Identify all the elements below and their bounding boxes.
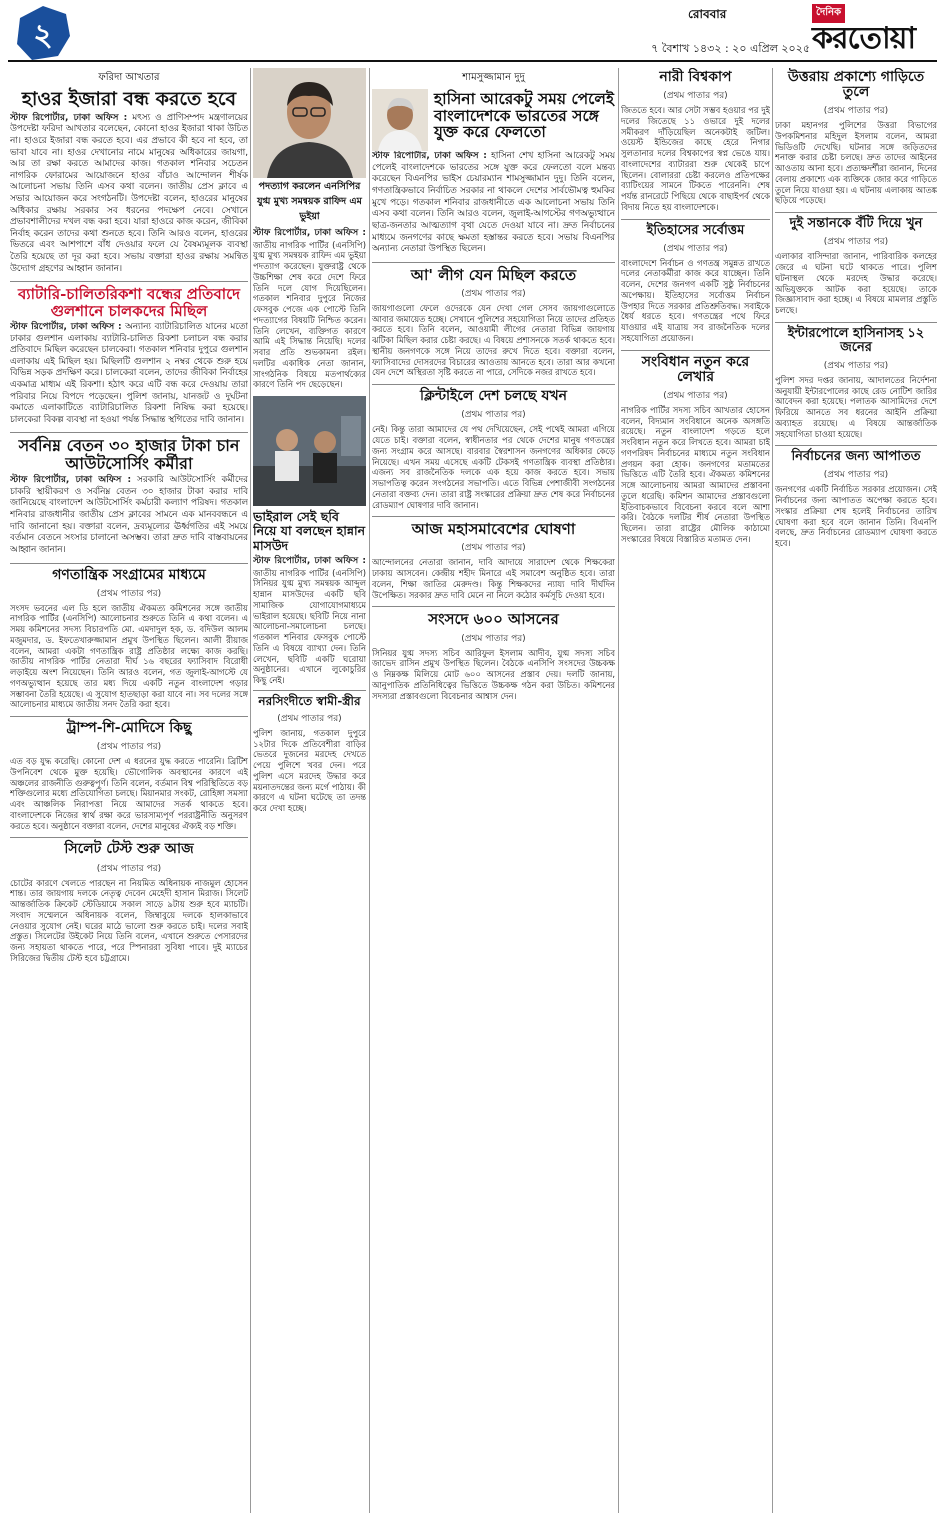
story-headline[interactable]: ইন্টারপোলে হাসিনাসহ ১২ জনের <box>787 325 925 355</box>
story-headline[interactable]: ক্লিন্টাইলে দেশ চলছে যখন <box>419 388 568 405</box>
column-3 <box>372 68 615 1513</box>
story-trump-xi-modi <box>10 721 248 831</box>
continued-label: (প্রথম পাতার পর) <box>461 543 526 554</box>
story-separator <box>621 350 770 351</box>
story-body: মৎস্য ও প্রাণিসম্পদ মন্ত্রণালয়ের উপদেষ্টা ফরিদা আখতার বলেছেন, কোনো হাওর ইজারা থাকা উচিত না। হাওরে ইজারা বন্ধ করতে হবে। এর প্রভাবে কী হবে না হবে, তা ভাবা যাবে না। হাওর দেখানোর নামে মানুষের অধিকারের জায়গা, আর তা রক্ষা করতে আমাদের কাজ। গতকাল শনিবার সচেতন নাগরিক ফোরামের আয়োজনে হাওর বাঁচাও আন্দোলন শীর্ষক আলোচনা সভায় তিনি এসব কথা বলেন। জাতীয় প্রেস ক্লাবে এ সভার আয়োজন করে সংগঠনটি। উপদেষ্টা বলেন, হাওরের মানুষের অধিকার রক্ষায় সরকার সব ধরনের পদক্ষেপ নেবে। সেখানে প্রভাবশালীদের দখল বন্ধ করা হবে। যারা হাওরে কাজ করেন, জীবিকা নির্বাহ করেন তাদের কথা শুনতে হবে। তিনি আরও বলেন, হাওরের ভিতরে এবং আশপাশে বাঁধ দেওয়ার ফলে যে বৈষম্যমূলক ব্যবস্থা তৈরি হয়েছে তা দূর করা হবে। সভায় বক্তারা হাওর রক্ষায় সমন্বিত উদ্যোগ গ্রহণের আহ্বান জানান। <box>10 112 248 274</box>
story-separator <box>775 212 937 213</box>
column-divider <box>250 68 251 1513</box>
continued-label: (প্রথম পাতার পর) <box>277 713 342 724</box>
story-separator <box>10 716 248 717</box>
story-headline[interactable]: ভাইরাল সেই ছবি নিয়ে যা বলছেন হান্নান মাসউদ <box>253 509 366 553</box>
story-separator <box>10 281 248 282</box>
continued-label: (প্রথম পাতার পর) <box>461 410 526 421</box>
page-number: ২ <box>33 18 53 53</box>
story-headline[interactable]: ব্যাটারি-চালিতরিকশা বন্ধের প্রতিবাদে গুলশানে চালকদের মিছিল <box>17 285 241 320</box>
masthead <box>0 0 945 66</box>
speaker-photo <box>372 89 428 151</box>
continued-label: (প্রথম পাতার পর) <box>663 243 728 254</box>
story-source: স্টাফ রিপোর্টার, ঢাকা অফিস : <box>10 474 132 485</box>
story-headline[interactable]: ট্রাম্প-শি-মোদিসে কিছু <box>66 720 192 737</box>
continued-label: (প্রথম পাতার পর) <box>96 863 162 874</box>
story-byline: শামসুজ্জামান দুদু <box>462 72 525 83</box>
logo-prefix: দৈনিক <box>812 4 845 23</box>
story-separator <box>372 262 615 263</box>
portrait-photo <box>253 68 366 178</box>
story-source: স্টাফ রিপোর্টার, ঢাকা অফিস : <box>10 321 122 332</box>
story-body: এত বড় যুদ্ধ করেছি। কোনো দেশ এ ধরনের যুদ্ধ করতে পারেনি। ব্রিটিশ উপনিবেশ থেকে মুক্ত হয়েছি। ভৌগোলিক অবস্থানের কারণে এই অঞ্চলের রাজনীতি গুরুত্বপূর্ণ। তিনি বলেন, বর্তমান বিশ্ব পরিস্থিতিতে বড় শক্তিগুলোর মধ্যে প্রতিযোগিতা চলছে। মিয়ানমার সংকট, রোহিঙ্গা সমস্যা এবং আঞ্চলিক নিরাপত্তা নিয়ে আমাদের সতর্ক থাকতে হবে। বাংলাদেশকে নিজের স্বার্থ রক্ষা করে ভারসাম্যপূর্ণ পররাষ্ট্রনীতি অনুসরণ করতে হবে। অনুষ্ঠানে বক্তারা বলেন, দেশের মানুষের ঐক্যই বড় শক্তি। <box>10 756 248 831</box>
story-awami-league-rally <box>372 267 615 378</box>
story-body: অন্যান্য ব্যাটারিচালিত যানের মতো ঢাকার গুলশান এলাকায় ব্যাটারি-চালিত রিকশা চলাচল বন্ধ করার প্রতিবাদে মিছিল করেছেন চালকেরা। গতকাল শনিবার দুপুরে গুলশান এলাকায় এই মিছিল হয়। মিছিলটি গুলশান ২ নম্বর থেকে শুরু হয়ে বিভিন্ন সড়ক প্রদক্ষিণ করে। চালকেরা বলেন, তাদের জীবিকা নির্বাহের একমাত্র মাধ্যম এই রিকশা। হঠাৎ করে এটি বন্ধ করে দেওয়ায় তারা পরিবার নিয়ে বিপদে পড়েছেন। পুলিশ জানায়, যানজট ও দুর্ঘটনা কমাতে এলাকাটিতে ব্যাটারিচালিত রিকশা নিষিদ্ধ করা হয়েছে। চালকেরা বিকল্প ব্যবস্থা না হওয়া পর্যন্ত সিদ্ধান্ত স্থগিতের দাবি জানান। <box>10 321 248 425</box>
story-headline[interactable]: আজ মহাসমাবেশের ঘোষণা <box>411 520 576 539</box>
story-headline[interactable]: সিলেট টেস্ট শুরু আজ <box>64 841 194 858</box>
story-body: বাংলাদেশে নির্বাচন ও গণতন্ত্র সমুন্নত রাখতে দলের নেতাকর্মীরা কাজ করে যাচ্ছেন। তিনি বলেন, দেশের জনগণ একটি সুষ্ঠু নির্বাচনের অপেক্ষায়। ইতিহাসের সর্বোত্তম নির্বাচন উপহার দিতে সরকার প্রতিশ্রুতিবদ্ধ। সবাইকে ধৈর্য ধরতে হবে। গণতন্ত্রের পথে ফিরে যাওয়ার এই যাত্রায় সব রাজনৈতিক দলের সহযোগিতা প্রয়োজন। <box>621 257 770 343</box>
story-headline[interactable]: নারী বিশ্বকাপ <box>659 69 732 85</box>
story-body: এলাকার বাসিন্দারা জানান, পারিবারিক কলহের জেরে এ ঘটনা ঘটে থাকতে পারে। পুলিশ ঘটনাস্থল থেকে মরদেহ উদ্ধার করেছে। অভিযুক্তকে আটক করা হয়েছে। তাকে জিজ্ঞাসাবাদ করা হচ্ছে। এ বিষয়ে মামলার প্রস্তুতি চলছে। <box>775 251 937 315</box>
person-photo-icon <box>372 89 428 151</box>
person-photo-icon <box>253 68 366 178</box>
story-separator <box>10 837 248 838</box>
story-body: পুলিশ সদর দপ্তর জানায়, আদালতের নির্দেশনা অনুযায়ী ইন্টারপোলের কাছে রেড নোটিশ জারির আবেদন করা হয়েছে। পলাতক আসামিদের দেশে ফিরিয়ে আনতে সব ধরনের আইনি প্রক্রিয়া অব্যাহত রয়েছে। এ বিষয়ে আন্তর্জাতিক সহযোগিতা চাওয়া হয়েছে। <box>775 374 937 439</box>
story-headline[interactable]: সংবিধান নতুন করে লেখার <box>641 353 750 385</box>
continued-label: (প্রথম পাতার পর) <box>663 390 728 401</box>
story-separator <box>775 322 937 323</box>
story-body: নাগরিক পার্টির সদস্য সচিব আখতার হোসেন বলেন, বিদ্যমান সংবিধানে অনেক অসঙ্গতি রয়েছে। নতুন বাংলাদেশ গড়তে হলে সংবিধান নতুন করে লিখতে হবে। আমরা চাই গণপরিষদ নির্বাচনের মাধ্যমে নতুন সংবিধান প্রণয়ন করা হোক। জনগণের মতামতের ভিত্তিতে এটি তৈরি হবে। ঐকমত্য কমিশনের সঙ্গে আলোচনায় আমরা আমাদের প্রস্তাবনা তুলে ধরেছি। কমিশন আমাদের প্রস্তাবগুলো ইতিবাচকভাবে বিবেচনা করবে বলে আশা করি। বৈঠকে দলটির শীর্ষ নেতারা উপস্থিত ছিলেন। তারা রাষ্ট্রের মৌলিক কাঠামো সংস্কারের বিষয়ে বিস্তারিত মতামত দেন। <box>621 404 770 544</box>
masthead-rule <box>8 60 937 62</box>
continued-label: (প্রথম পাতার পর) <box>461 633 526 644</box>
event-photo <box>253 396 366 506</box>
story-body: জায়গাগুলো ফেলে ওদেরকে যেন দেখা গেল সেসব জায়গাগুলোতে আবার জমায়েত হচ্ছে। সেখানে পুলিশের সহযোগিতা নিয়ে তাদের প্রতিহত করতে হবে। তিনি বলেন, আওয়ামী লীগের নেতারা বিভিন্ন জায়গায় ঝটিকা মিছিল করার চেষ্টা করছে। এ বিষয়ে প্রশাসনকে সতর্ক থাকতে হবে। স্থানীয় জনগণকে সঙ্গে নিয়ে তাদের রুখে দিতে হবে। বক্তারা বলেন, ফ্যাসিবাদের দোসরদের বিচারের আওতায় আনতে হবে। তারা আর কখনো যেন দেশে অস্থিরতা সৃষ্টি করতে না পারে, সেদিকে নজর রাখতে হবে। <box>372 302 615 378</box>
story-headline[interactable]: সর্বনিম্ন বেতন ৩০ হাজার টাকা চান আউটসোর্সিং কর্মীরা <box>18 436 240 473</box>
story-headline[interactable]: নির্বাচনের জন্য আপাতত <box>791 449 921 465</box>
story-source: স্টাফ রিপোর্টার, ঢাকা অফিস : <box>253 556 366 567</box>
story-body: নেই। কিন্তু তারা আমাদের যে পথ দেখিয়েছেন, সেই পথেই আমরা এগিয়ে যেতে চাই। বক্তারা বলেন, স্বাধীনতার পর থেকে দেশের মানুষ গণতন্ত্রের জন্য সংগ্রাম করে আসছে। বারবার স্বৈরশাসন জনগণের অধিকার কেড়ে নিয়েছে। এখন সময় এসেছে একটি টেকসই গণতান্ত্রিক ব্যবস্থা প্রতিষ্ঠার। এজন্য সব রাজনৈতিক দলকে এক হয়ে কাজ করতে হবে। সভায় সভাপতিত্ব করেন সংগঠনের সভাপতি। এতে বিভিন্ন পেশাজীবী সংগঠনের নেতারা বক্তব্য দেন। তারা রাষ্ট্র সংস্কারের প্রক্রিয়া দ্রুত শেষ করে নির্বাচনের রোডম্যাপ ঘোষণার দাবি জানান। <box>372 424 615 510</box>
continued-label: (প্রথম পাতার পর) <box>96 742 162 753</box>
story-headline[interactable]: আ' লীগ যেন মিছিল করতে <box>410 265 577 284</box>
story-headline[interactable]: গণতান্ত্রিক সংগ্রামের মাধ্যমে <box>52 566 206 583</box>
column-2 <box>253 68 366 1513</box>
column-4 <box>621 68 770 1513</box>
story-grand-rally <box>372 521 615 600</box>
continued-label: (প্রথম পাতার পর) <box>461 288 526 299</box>
story-body: সংসদ ভবনের এল ডি হলে জাতীয় ঐকমত্য কমিশনের সঙ্গে জাতীয় নাগরিক পার্টির (এনসিপি) আলোচনার শুরুতে তিনি এ কথা বলেন। এ সময় কমিশনের সদস্য বিচারপতি মো. এমদাদুল হক, ড. বদিউল আলম মজুমদার, ড. ইফতেখারুজ্জামান প্রমুখ উপস্থিত ছিলেন। আলী রীয়াজ বলেন, আমরা একটা গণতান্ত্রিক রাষ্ট্র প্রতিষ্ঠার লক্ষ্যে কাজ করছি। জাতীয় নাগরিক পার্টির নেতারা দীর্ঘ ১৬ বছরের ফ্যাসিবাদ বিরোধী লড়াইয়ে অংশ নিয়েছেন। তিনি আরও বলেন, গত জুলাই-আগস্টে যে গণঅভ্যুত্থান হয়েছে তার মধ্য দিয়ে একটি নতুন বাংলাদেশ গড়ার সম্ভাবনা তৈরি হয়েছে। এ সুযোগ হাতছাড়া করা যাবে না। সব দলের সঙ্গে আলোচনার মাধ্যমে জাতীয় সনদ তৈরি করা হবে। <box>10 602 248 710</box>
continued-label: (প্রথম পাতার পর) <box>663 91 728 102</box>
column-divider <box>369 68 370 1513</box>
story-600-seats <box>372 611 615 701</box>
story-headline[interactable]: নরসিংদীতে স্বামী-স্ত্রীর <box>258 693 361 708</box>
story-body: পুলিশ জানায়, গতকাল দুপুরে ১২টার দিকে প্রতিবেশীরা বাড়ির ভেতরে দুজনের মরদেহ দেখতে পেয়ে পুলিশে খবর দেন। পরে পুলিশ এসে মরদেহ উদ্ধার করে ময়নাতদন্তের জন্য মর্গে পাঠায়। কী কারণে এ ঘটনা ঘটেছে তা তদন্ত করে দেখা হচ্ছে। <box>253 727 366 814</box>
story-headline[interactable]: দুই সন্তানকে বঁটি দিয়ে খুন <box>789 216 923 232</box>
story-byline: ফরিদা আখতার <box>98 72 160 83</box>
issue-date: ৭ বৈশাখ ১৪৩২ : ২০ এপ্রিল ২০২৫ <box>651 42 810 55</box>
story-headline[interactable]: হাওর ইজারা বন্ধ করতে হবে <box>21 88 237 110</box>
continued-label: (প্রথম পাতার পর) <box>823 106 889 117</box>
story-interpol <box>775 327 937 440</box>
story-constitution <box>621 355 770 545</box>
story-separator <box>10 563 248 564</box>
story-rickshaw <box>10 286 248 426</box>
story-headline[interactable]: উত্তরায় প্রকাশ্যে গাড়িতে তুলে <box>787 69 925 101</box>
page-number-badge <box>14 4 72 62</box>
continued-label: (প্রথম পাতার পর) <box>823 237 889 248</box>
story-uttara-abduction <box>775 70 937 206</box>
story-body: হাসিনা শেখ হাসিনা আরেকটু সময় পেলেই বাংলাদেশকে ভারতের সঙ্গে যুক্ত করে ফেলতো বলে মন্তব্য করেছেন বিএনপির ভাইস চেয়ারম্যান শামসুজ্জামান দুদু। তিনি বলেন, গণতান্ত্রিকভাবে নির্বাচিত সরকার না থাকলে দেশের সার্বভৌমত্ব হুমকির মুখে পড়ে। গতকাল শনিবার রাজধানীতে এক আলোচনা সভায় তিনি এসব কথা বলেন। তিনি আরও বলেন, জুলাই-আগস্টের গণঅভ্যুত্থানে ছাত্র-জনতার আত্মত্যাগ বৃথা যেতে দেওয়া যাবে না। দ্রুত নির্বাচনের মাধ্যমে জনগণের কাছে ক্ষমতা হস্তান্তর করতে হবে। সভায় বিএনপির অন্যান্য নেতারা উপস্থিত ছিলেন। <box>372 151 615 255</box>
story-body: আন্দোলনের নেতারা জানান, দাবি আদায়ে সারাদেশ থেকে শিক্ষকেরা ঢাকায় আসবেন। কেন্দ্রীয় শহীদ মিনারে এই সমাবেশ অনুষ্ঠিত হবে। তারা বলেন, শিক্ষা জাতির মেরুদণ্ড। কিন্তু শিক্ষকদের ন্যায্য দাবি দীর্ঘদিন উপেক্ষিত। সরকার দ্রুত দাবি মেনে না নিলে কঠোর কর্মসূচি দেওয়া হবে। <box>372 557 615 600</box>
story-source: স্টাফ রিপোর্টার, ঢাকা অফিস : <box>10 112 128 123</box>
story-separator <box>621 219 770 220</box>
story-headline[interactable]: ইতিহাসের সর্বোত্তম <box>646 222 745 238</box>
story-headline[interactable]: হাসিনা আরেকটু সময় পেলেই বাংলাদেশকে ভারতের সঙ্গে যুক্ত করে ফেলতো <box>434 89 614 142</box>
story-democratic-struggle <box>10 568 248 711</box>
story-body: সরকারি আউটসোর্সিং কর্মীদের চাকরি স্থায়ীকরণ ও সর্বনিম্ন বেতন ৩০ হাজার টাকা করার দাবি জানিয়েছে বাংলাদেশ আউটসোর্সিং কর্মচারী কল্যাণ পরিষদ। গতকাল শনিবার রাজধানীর জাতীয় প্রেস ক্লাবের সামনে এক মানববন্ধনে এ দাবি জানানো হয়। বক্তারা বলেন, দ্রব্যমূল্যের ঊর্ধ্বগতির এই সময়ে বর্তমান বেতনে সংসার চালানো অসম্ভব। তারা দ্রুত দাবি বাস্তবায়নের আহ্বান জানান। <box>10 474 248 555</box>
story-separator <box>775 445 937 446</box>
story-haor <box>10 70 248 275</box>
story-outsourcing <box>10 437 248 556</box>
story-separator <box>372 516 615 517</box>
column-divider <box>618 68 619 1513</box>
story-source: স্টাফ রিপোর্টার, ঢাকা অফিস : <box>253 228 366 238</box>
story-headline[interactable]: সংসদে ৬০০ আসনের <box>428 610 559 629</box>
story-election-wait <box>775 450 937 549</box>
story-country-running <box>372 389 615 510</box>
photo-caption[interactable]: পদত্যাগ করলেন এনসিপির যুগ্ম মুখ্য সমন্বয়ক রাফিদ এম ভুইয়া <box>257 181 362 222</box>
column-divider <box>772 68 773 1513</box>
story-hasina-india <box>372 70 615 256</box>
story-source: স্টাফ রিপোর্টার, ঢাকা অফিস : <box>372 151 487 161</box>
column-1 <box>10 68 248 1513</box>
column-5 <box>775 68 937 1513</box>
story-body: জনগণের একটি নির্বাচিত সরকার প্রয়োজন। সেই নির্বাচনের জন্য আপাতত অপেক্ষা করতে হবে। সংস্কার প্রক্রিয়া শেষ হলেই নির্বাচনের তারিখ ঘোষণা করা হবে বলে জানান তিনি। বিএনপি বলছে, দ্রুত নির্বাচনের রোডম্যাপ ঘোষণা করতে হবে। <box>775 484 937 549</box>
story-body: ঢাকা মহানগর পুলিশের উত্তরা বিভাগের উপকমিশনার মহিদুল ইসলাম বলেন, আমরা ভিডিওটি দেখেছি। ঘটনার সঙ্গে জড়িতদের শনাক্ত করার চেষ্টা চলছে। দ্রুত তাদের আইনের আওতায় আনা হবে। প্রত্যক্ষদর্শীরা জানান, দিনের বেলায় প্রকাশ্যে এক ব্যক্তিকে জোর করে গাড়িতে তুলে নিয়ে যাওয়া হয়। এ ঘটনায় এলাকায় আতঙ্ক ছড়িয়ে পড়েছে। <box>775 120 937 206</box>
story-body: জাতীয় নাগরিক পার্টির (এনসিপি) যুগ্ম মুখ্য সমন্বয়ক রাফিদ এম ভুইয়া পদত্যাগ করেছেন। যুক্তরাষ্ট্র থেকে উচ্চশিক্ষা শেষ করে দেশে ফিরে তিনি দলে যোগ দিয়েছিলেন। গতকাল শনিবার দুপুরে নিজের ফেসবুক পেজে এক পোস্টে তিনি পদত্যাগের বিষয়টি নিশ্চিত করেন। তিনি লেখেন, ব্যক্তিগত কারণে আমি এই সিদ্ধান্ত নিয়েছি। দলের সবার প্রতি শুভকামনা রইল। দলটির একাধিক নেতা জানান, সাংগঠনিক বিষয়ে মতপার্থক্যের কারণে তিনি পদ ছেড়েছেন। <box>253 239 366 390</box>
story-separator <box>372 384 615 385</box>
continued-label: (প্রথম পাতার পর) <box>823 470 889 481</box>
story-best-in-history <box>621 224 770 344</box>
story-body: জিততে হবে। আর সেটা সম্ভব হওয়ার পর দুই দলের জিতেছে ১১ ওভারে দুই দলের সমীকরণ দাঁড়িয়েছিল অনেকটাই জটিল। ওয়েস্ট ইন্ডিজের কাছে হেরে নিগার সুলতানার দলের বিশ্বকাপের স্বপ্ন ভেঙে যায়। বাংলাদেশের ব্যাটাররা শুরু থেকেই চাপে ছিলেন। বোলাররা চেষ্টা করলেও প্রতিপক্ষের ব্যাটিংয়ের সামনে টিকতে পারেননি। শেষ পর্যন্ত রানরেটে পিছিয়ে থেকে বাছাইপর্ব থেকে বিদায় নিতে হয় বাংলাদেশকে। <box>621 105 770 212</box>
story-separator <box>10 432 248 433</box>
group-photo-icon <box>253 396 366 506</box>
story-sylhet-test <box>10 842 248 963</box>
story-women-worldcup <box>621 70 770 213</box>
newspaper-logo <box>812 4 934 54</box>
story-body: চোটের কারণে খেলতে পারছেন না নিয়মিত অধিনায়ক নাজমুল হোসেন শান্ত। তার জায়গায় দলকে নেতৃত্ব দেবেন মেহেদী হাসান মিরাজ। সিলেট আন্তর্জাতিক ক্রিকেট স্টেডিয়ামে সকাল সাড়ে ৯টায় শুরু হবে ম্যাচটি। সংবাদ সম্মেলনে অধিনায়ক বলেন, জিম্বাবুয়ে দলকে হালকাভাবে নেওয়ার সুযোগ নেই। ঘরের মাঠে ভালো শুরু করতে চাই। দলের সবাই প্রস্তুত। সিলেটের উইকেট নিয়ে তিনি বলেন, এখানে শুরুতে পেসারদের জন্য সহায়তা থাকতে পারে, পরে স্পিনাররা সুবিধা পাবে। দুই ম্যাচের সিরিজের দ্বিতীয় টেস্ট হবে চট্টগ্রামে। <box>10 877 248 963</box>
story-body: সিনিয়র যুগ্ম সদস্য সচিব আরিফুল ইসলাম আদীব, যুগ্ম সদস্য সচিব জাভেদ রাসিন প্রমুখ উপস্থিত ছিলেন। বৈঠকে এনসিপি সংসদের উচ্চকক্ষ ও নিম্নকক্ষ মিলিয়ে মোট ৬০০ আসনের প্রস্তাব দেয়। দলটি জানায়, আনুপাতিক প্রতিনিধিত্বের ভিত্তিতে উচ্চকক্ষ গঠন করা উচিত। কমিশনের সদস্যরা প্রস্তাবগুলো বিবেচনার আশ্বাস দেন। <box>372 647 615 701</box>
continued-label: (প্রথম পাতার পর) <box>823 360 889 371</box>
story-body: জাতীয় নাগরিক পার্টির (এনসিপি) সিনিয়র যুগ্ম মুখ্য সমন্বয়ক আব্দুল হান্নান মাসউদের একটি ছবি সামাজিক যোগাযোগমাধ্যমে ভাইরাল হয়েছে। ছবিটি নিয়ে নানা আলোচনা-সমালোচনা চলছে। গতকাল শনিবার ফেসবুক পোস্টে তিনি এ বিষয়ে ব্যাখ্যা দেন। তিনি লেখেন, ছবিটি একটি ঘরোয়া অনুষ্ঠানের। এখানে লুকোচুরির কিছু নেই। <box>253 567 366 686</box>
logo-name: করতোয়া <box>812 21 916 56</box>
story-two-children <box>775 217 937 316</box>
continued-label: (প্রথম পাতার পর) <box>96 588 162 599</box>
story-separator <box>253 690 366 691</box>
story-separator <box>372 606 615 607</box>
issue-day: রোববার <box>688 7 727 21</box>
